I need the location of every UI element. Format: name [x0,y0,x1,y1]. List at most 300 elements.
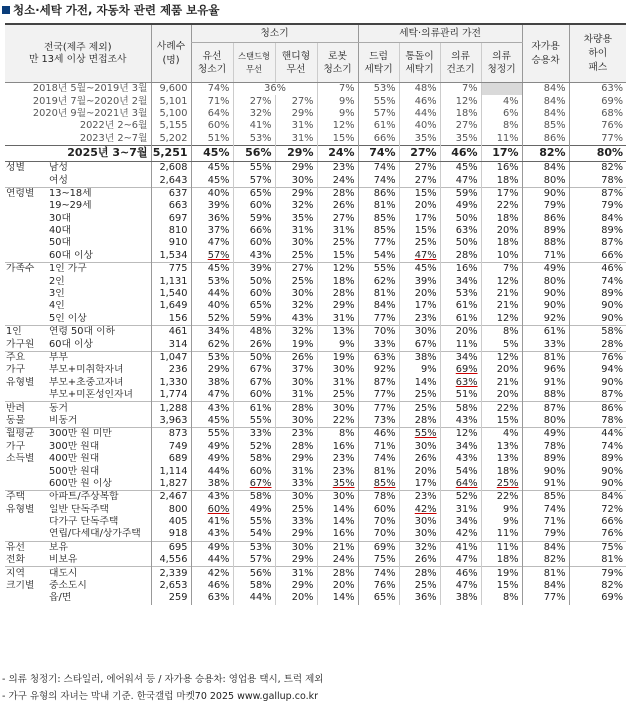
cell-value: 5% [503,338,519,350]
cell-value: 19% [291,338,314,350]
cell-value: 27% [414,174,437,186]
cell-value: 90% [601,300,624,312]
cell-value: 91% [543,477,566,489]
cell-value: 29% [291,453,314,465]
header-group-cleaning: 청소기 [191,24,358,43]
cell-value: 46% [601,263,624,275]
table-cell [399,263,440,276]
cell-value: 25% [414,237,437,249]
table-row [5,441,626,453]
row-label: 50대 [49,237,71,249]
highlight-value: 25% [496,477,519,489]
table-cell [358,288,399,300]
sample-size: 4,556 [151,554,191,567]
table-cell: 57% [358,108,399,120]
table-cell [191,326,233,339]
table-cell: 4% [481,95,522,107]
cell-value: 92% [543,312,566,324]
table-cell [317,338,358,351]
sample-size: 910 [151,237,191,249]
table-cell: 71% [191,95,233,107]
table-cell [317,465,358,477]
cell-value: 67% [249,364,272,376]
cell-value: 58% [249,491,272,503]
table-cell [522,200,569,212]
table-cell [569,516,626,528]
table-cell [317,516,358,528]
cell-value: 47% [455,174,478,186]
table-cell [275,453,317,465]
cell-value: 16% [496,162,519,174]
cell-value: 60% [249,465,272,477]
group-label: 가족수 [5,263,47,276]
table-cell [440,541,481,554]
sample-size: 236 [151,364,191,376]
cell-value: 35% [291,212,314,224]
cell-value: 20% [332,580,355,592]
table-cell [569,200,626,212]
table-cell [481,528,522,541]
table-row [5,580,626,592]
table-cell [569,478,626,491]
cell-value: 84% [543,541,566,553]
group-label: 유선 [5,541,47,554]
table-cell: 27% [275,95,317,107]
cell-value: 81% [373,288,396,300]
table-cell [440,275,481,287]
cell-value: 81% [543,352,566,363]
table-cell [399,554,440,567]
table-cell [569,263,626,276]
table-cell [440,174,481,187]
table-cell [191,364,233,376]
cell-value: 50% [455,237,478,249]
table-cell [233,491,275,504]
cell-value: 82% [543,554,566,566]
cell-value: 49% [543,263,566,275]
cell-value: 92% [373,364,396,376]
table-cell [317,453,358,465]
cell-value: 36% [414,592,437,604]
cell-value: 50% [455,212,478,224]
cell-value: 94% [601,364,624,376]
table-cell [481,377,522,389]
table-cell: 56% [233,145,275,161]
table-cell [233,174,275,187]
table-cell [233,187,275,200]
cell-value: 7% [503,263,519,275]
table-cell [522,580,569,592]
table-cell [191,351,233,364]
table-cell: 32% [233,108,275,120]
footnote-2: - 가구 유형의 자녀는 막내 기준. 한국갤럽 마켓70 2025 www.gallup.co.kr [2,691,319,702]
table-cell: 18% [440,108,481,120]
cell-value: 89% [543,453,566,465]
table-cell: 9% [317,95,358,107]
table-cell [233,288,275,300]
table-cell [569,491,626,504]
header-col-2: 핸디형 무선 [275,43,317,83]
sample-size: 5,155 [151,120,191,132]
cell-value: 21% [496,376,519,388]
table-cell: 15% [317,133,358,146]
table-cell [275,200,317,212]
table-cell: 76% [569,120,626,132]
table-cell: 27% [440,120,481,132]
cell-value: 74% [601,440,624,452]
table-cell [358,453,399,465]
cell-value: 15% [414,225,437,237]
table-cell [481,491,522,504]
cell-value: 20% [291,592,314,604]
table-cell [569,415,626,428]
table-cell [440,161,481,174]
table-cell [275,465,317,477]
table-cell: 9% [317,108,358,120]
cell-value: 36% [207,212,230,224]
row-label: 대도시 [47,567,151,580]
table-cell [191,300,233,312]
group-label [5,288,47,300]
row-label: 2023년 2~7월 [79,132,148,144]
cell-value: 67% [249,376,272,388]
cell-value: 11% [455,338,478,350]
table-row [5,592,626,604]
cell-value: 79% [601,200,624,212]
cell-value: 54% [373,249,396,261]
table-cell [191,528,233,541]
cell-value: 44% [207,554,230,566]
table-cell: 35% [440,133,481,146]
sample-size: 3,963 [151,415,191,428]
cell-value: 90% [601,312,624,324]
table-row [5,237,626,249]
table-cell [522,313,569,326]
title-square-icon [2,6,10,14]
table-cell [440,338,481,351]
table-cell: 77% [569,133,626,146]
table-cell [399,402,440,415]
table-cell: 31% [275,133,317,146]
cell-value: 22% [496,402,519,414]
cell-value: 50% [249,352,272,363]
header-hipass: 차량용 하이 패스 [569,24,626,83]
cell-value: 44% [207,465,230,477]
row-label: 부모+미취학자녀 [49,364,124,376]
cell-value: 39% [249,263,272,275]
table-cell [275,225,317,237]
sample-size: 1,330 [151,377,191,389]
table-cell [481,263,522,276]
table-cell [569,580,626,592]
table-cell [522,288,569,300]
cell-value: 12% [455,428,478,440]
table-cell: 27% [233,95,275,107]
cell-value: 30% [414,516,437,528]
row-label: 중소도시 [49,580,87,592]
cell-value: 16% [455,263,478,275]
table-cell [522,567,569,580]
table-cell [440,478,481,491]
table-cell [481,275,522,287]
row-label: 2025년 3~7월 [5,145,151,161]
total-row [5,145,626,161]
table-cell: 74% [358,145,399,161]
row-label: 부모+미혼성인자녀 [49,389,133,401]
cell-value: 26% [414,453,437,465]
cell-value: 57% [249,554,272,566]
cell-value: 15% [496,580,519,592]
table-cell [275,187,317,200]
cell-value: 42% [207,567,230,579]
row-label: 13~18세 [47,187,151,200]
table-cell [233,580,275,592]
cell-value: 53% [455,288,478,300]
cell-value: 34% [455,352,478,363]
table-cell: 74% [191,83,233,96]
row-label: 연령 50대 이하 [47,326,151,339]
table-cell [522,504,569,516]
highlight-value: 42% [414,503,437,515]
cell-value: 22% [496,491,519,503]
group-label: 유형별 [6,376,35,388]
row-label: 60대 이상 [49,338,93,350]
cell-value: 23% [414,491,437,503]
cell-value: 33% [291,477,314,489]
cell-value: 18% [496,465,519,477]
header-col-6: 의류 건조기 [440,43,481,83]
table-cell [569,428,626,441]
cell-value: 12% [496,312,519,324]
table-row [5,567,626,580]
sample-size: 689 [151,453,191,465]
table-cell [191,275,233,287]
cell-value: 67% [414,338,437,350]
cell-value: 27% [414,162,437,174]
table-cell [233,453,275,465]
cell-value: 27% [291,263,314,275]
table-cell [191,237,233,249]
table-cell [569,161,626,174]
cell-value: 76% [601,352,624,363]
table-cell [233,364,275,376]
table-cell [317,567,358,580]
cell-value: 24% [332,174,355,186]
table-cell [358,389,399,402]
row-label: 3인 [49,288,65,300]
cell-value: 23% [332,453,355,465]
table-cell [399,453,440,465]
sample-size: 5,202 [151,133,191,146]
table-cell [440,504,481,516]
row-label: 2019년 7월~2020년 2월 [32,95,148,107]
table-cell [358,237,399,249]
cell-value: 30% [291,376,314,388]
table-cell [569,351,626,364]
table-cell: 84% [522,83,569,96]
sample-size: 1,540 [151,288,191,300]
cell-value: 89% [601,453,624,465]
table-cell [569,402,626,415]
table-cell [275,174,317,187]
table-cell [317,187,358,200]
table-cell [275,592,317,604]
table-cell [233,478,275,491]
sample-size: 2,643 [151,174,191,187]
table-cell [358,213,399,225]
table-cell: 24% [317,145,358,161]
table-cell [522,187,569,200]
cell-value: 46% [373,428,396,440]
cell-value: 47% [455,554,478,566]
cell-value: 43% [291,312,314,324]
table-cell [399,415,440,428]
cell-value: 28% [291,440,314,452]
group-label [5,313,47,326]
table-cell [191,161,233,174]
cell-value: 78% [601,174,624,186]
cell-value: 29% [291,528,314,540]
table-cell [522,338,569,351]
cell-value: 30% [332,402,355,414]
table-cell [275,351,317,364]
cell-value: 41% [207,516,230,528]
cell-value: 86% [543,212,566,224]
table-cell [440,300,481,312]
cell-value: 55% [207,428,230,440]
table-cell [399,187,440,200]
table-cell [233,326,275,339]
table-cell [358,541,399,554]
table-cell [522,453,569,465]
cell-value: 81% [543,567,566,579]
sample-size: 1,114 [151,465,191,477]
table-cell [191,567,233,580]
table-cell [191,415,233,428]
table-cell [191,402,233,415]
table-cell: 66% [358,133,399,146]
row-label: 600만 원 이상 [49,477,112,489]
cell-value: 49% [207,453,230,465]
table-cell [275,275,317,287]
header-car: 자가용 승용차 [522,24,569,83]
table-cell: 29% [275,145,317,161]
cell-value: 78% [601,414,624,426]
table-cell [569,326,626,339]
cell-value: 76% [373,580,396,592]
row-label: 동거 [47,402,151,415]
table-cell [191,200,233,212]
table-cell [233,402,275,415]
row-label: 60대 이상 [49,249,93,261]
cell-value: 18% [496,212,519,224]
highlight-value: 57% [207,249,230,261]
highlight-value: 67% [249,477,272,489]
table-cell [191,225,233,237]
cell-value: 26% [291,352,314,363]
table-cell [358,225,399,237]
cell-value: 71% [543,516,566,528]
table-cell [358,275,399,287]
cell-value: 84% [601,212,624,224]
cell-value: 20% [496,389,519,401]
cell-value: 58% [601,326,624,338]
cell-value: 74% [373,453,396,465]
table-cell [399,389,440,402]
table-cell [358,415,399,428]
table-cell [481,313,522,326]
cell-value: 77% [543,592,566,604]
table-cell [358,465,399,477]
row-label: 읍/면 [49,592,72,604]
cell-value: 60% [249,389,272,401]
table-cell [569,174,626,187]
cell-value: 74% [373,567,396,579]
table-cell [569,187,626,200]
highlight-value: 85% [373,477,396,489]
table-cell: 12% [440,95,481,107]
cell-value: 59% [249,312,272,324]
cell-value: 90% [601,465,624,477]
table-cell [275,237,317,249]
table-cell [358,364,399,376]
table-cell [317,213,358,225]
table-cell [358,567,399,580]
table-cell: 48% [399,83,440,96]
cell-value: 85% [373,225,396,237]
table-cell [191,465,233,477]
table-cell [440,415,481,428]
cell-value: 91% [543,376,566,388]
group-label: 동물 [6,414,25,426]
cell-value: 85% [543,491,566,503]
table-cell: 31% [275,120,317,132]
table-cell [275,326,317,339]
row-label: 비보유 [49,554,78,566]
table-cell [399,213,440,225]
cell-value: 46% [207,580,230,592]
cell-value: 14% [414,376,437,388]
table-cell: 53% [233,133,275,146]
cell-value: 31% [332,312,355,324]
cell-value: 79% [543,200,566,212]
table-cell [481,478,522,491]
sample-size: 663 [151,200,191,212]
row-label: 2018년 5월~2019년 3월 [5,83,151,96]
table-cell [233,504,275,516]
table-cell [522,402,569,415]
table-cell [522,415,569,428]
table-cell [191,187,233,200]
cell-value: 33% [373,338,396,350]
table-cell [275,288,317,300]
cell-value: 88% [543,389,566,401]
cell-value: 12% [496,275,519,287]
table-cell [440,187,481,200]
table-row [5,225,626,237]
table-cell [522,351,569,364]
cell-value: 52% [207,312,230,324]
cell-value: 13% [332,326,355,338]
table-cell [440,567,481,580]
table-cell [399,161,440,174]
cell-value: 52% [455,491,478,503]
sample-size: 9,600 [151,83,191,96]
sample-size: 461 [151,326,191,339]
cell-value: 28% [332,187,355,199]
cell-value: 90% [543,288,566,300]
table-cell [233,263,275,276]
